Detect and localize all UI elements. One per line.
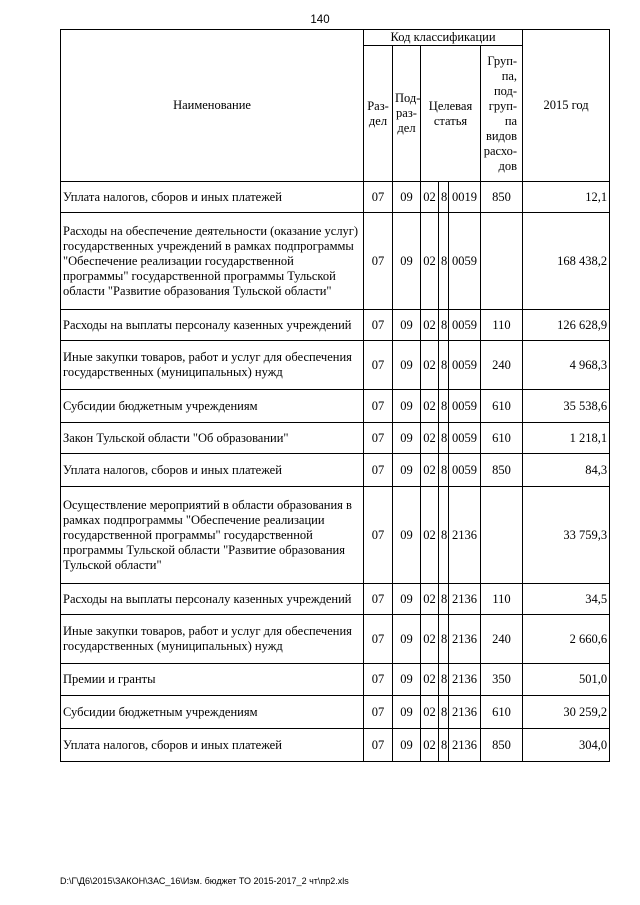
row-amount: 304,0 [523,729,610,762]
row-podrazdel: 09 [393,454,421,487]
row-amount: 2 660,6 [523,615,610,664]
row-name: Иные закупки товаров, работ и услуг для обеспечения государственных (муниципальных) нужд [61,341,364,390]
row-amount: 35 538,6 [523,390,610,423]
row-podrazdel: 09 [393,487,421,584]
row-podrazdel: 09 [393,341,421,390]
header-name: Наименование [61,30,364,182]
header-code-group: Код классификации [364,30,523,46]
row-expense-type: 350 [481,664,523,696]
row-target-direction: 0059 [449,454,481,487]
row-target-direction: 2136 [449,615,481,664]
row-name: Закон Тульской области "Об образовании" [61,423,364,454]
row-target-program: 02 [421,454,439,487]
row-target-subprogram: 8 [439,615,449,664]
row-expense-type [481,213,523,310]
row-expense-type: 610 [481,423,523,454]
row-podrazdel: 09 [393,182,421,213]
row-name: Иные закупки товаров, работ и услуг для обеспечения государственных (муниципальных) нужд [61,615,364,664]
table-row [61,341,610,390]
row-target-subprogram: 8 [439,584,449,615]
header-podrazdel: Под- раз- дел [393,46,421,182]
row-target-subprogram: 8 [439,454,449,487]
row-target-program: 02 [421,664,439,696]
row-expense-type: 110 [481,584,523,615]
row-target-subprogram: 8 [439,664,449,696]
row-razdel: 07 [364,696,393,729]
row-target-direction: 0059 [449,341,481,390]
row-podrazdel: 09 [393,390,421,423]
table-row [61,390,610,423]
row-target-subprogram: 8 [439,696,449,729]
row-amount: 34,5 [523,584,610,615]
row-razdel: 07 [364,584,393,615]
row-podrazdel: 09 [393,696,421,729]
table-row [61,729,610,762]
row-target-subprogram: 8 [439,341,449,390]
header-expense-group: Груп- па, под- груп- па видов расхо- дов [481,46,523,182]
row-razdel: 07 [364,423,393,454]
row-target-program: 02 [421,213,439,310]
row-razdel: 07 [364,454,393,487]
row-expense-type: 850 [481,182,523,213]
row-target-direction: 0019 [449,182,481,213]
table-row [61,487,610,584]
row-amount: 501,0 [523,664,610,696]
table-row [61,664,610,696]
header-razdel: Раз- дел [364,46,393,182]
row-name: Уплата налогов, сборов и иных платежей [61,454,364,487]
row-target-direction: 2136 [449,696,481,729]
row-name: Премии и гранты [61,664,364,696]
row-target-subprogram: 8 [439,310,449,341]
row-target-subprogram: 8 [439,390,449,423]
row-name: Уплата налогов, сборов и иных платежей [61,729,364,762]
row-razdel: 07 [364,729,393,762]
row-razdel: 07 [364,182,393,213]
row-amount: 4 968,3 [523,341,610,390]
row-target-program: 02 [421,584,439,615]
row-target-direction: 2136 [449,487,481,584]
row-expense-type: 610 [481,696,523,729]
table-row [61,696,610,729]
header-target: Целевая статья [421,46,481,182]
row-target-program: 02 [421,729,439,762]
row-amount: 33 759,3 [523,487,610,584]
row-target-direction: 2136 [449,729,481,762]
row-name: Осуществление мероприятий в области образования в рамках подпрограммы "Обеспечение реализации государственной программы" государственной программы Тульской области "Развитие образования Тульской области" [61,487,364,584]
row-target-program: 02 [421,182,439,213]
row-target-program: 02 [421,423,439,454]
row-name: Субсидии бюджетным учреждениям [61,390,364,423]
row-target-direction: 0059 [449,423,481,454]
table-row [61,615,610,664]
table-row [61,454,610,487]
row-podrazdel: 09 [393,584,421,615]
row-razdel: 07 [364,664,393,696]
row-podrazdel: 09 [393,615,421,664]
row-target-program: 02 [421,341,439,390]
row-target-program: 02 [421,487,439,584]
row-target-subprogram: 8 [439,487,449,584]
budget-table [60,29,610,762]
header-year: 2015 год [523,30,610,182]
row-target-subprogram: 8 [439,729,449,762]
row-razdel: 07 [364,487,393,584]
row-amount: 84,3 [523,454,610,487]
table-row [61,213,610,310]
row-expense-type: 850 [481,729,523,762]
row-target-program: 02 [421,390,439,423]
row-target-program: 02 [421,310,439,341]
table-row [61,423,610,454]
row-expense-type: 240 [481,341,523,390]
row-target-program: 02 [421,696,439,729]
row-target-subprogram: 8 [439,423,449,454]
row-razdel: 07 [364,615,393,664]
row-name: Уплата налогов, сборов и иных платежей [61,182,364,213]
row-podrazdel: 09 [393,213,421,310]
row-podrazdel: 09 [393,310,421,341]
row-razdel: 07 [364,390,393,423]
row-amount: 168 438,2 [523,213,610,310]
row-expense-type: 240 [481,615,523,664]
table-row [61,310,610,341]
row-razdel: 07 [364,213,393,310]
row-target-direction: 2136 [449,584,481,615]
row-target-program: 02 [421,615,439,664]
row-name: Расходы на выплаты персоналу казенных учреждений [61,584,364,615]
row-name: Расходы на выплаты персоналу казенных учреждений [61,310,364,341]
table-body [61,182,610,762]
file-path-footer: D:\Г\Д6\2015\ЗАКОН\ЗАС_16\Изм. бюджет ТО 2015-2017_2 чт\пр2.xls [60,876,349,886]
page-number: 140 [310,14,330,26]
row-podrazdel: 09 [393,729,421,762]
row-target-subprogram: 8 [439,182,449,213]
table-row [61,182,610,213]
row-target-direction: 0059 [449,310,481,341]
row-name: Субсидии бюджетным учреждениям [61,696,364,729]
row-amount: 30 259,2 [523,696,610,729]
row-podrazdel: 09 [393,423,421,454]
row-amount: 1 218,1 [523,423,610,454]
row-expense-type: 850 [481,454,523,487]
row-target-direction: 2136 [449,664,481,696]
table-header [61,30,610,182]
row-expense-type: 110 [481,310,523,341]
row-expense-type: 610 [481,390,523,423]
row-expense-type [481,487,523,584]
table-row [61,584,610,615]
row-target-subprogram: 8 [439,213,449,310]
row-target-direction: 0059 [449,213,481,310]
row-podrazdel: 09 [393,664,421,696]
row-razdel: 07 [364,310,393,341]
row-razdel: 07 [364,341,393,390]
row-amount: 126 628,9 [523,310,610,341]
row-amount: 12,1 [523,182,610,213]
row-name: Расходы на обеспечение деятельности (оказание услуг) государственных учреждений в рамках подпрограммы "Обеспечение реализации государственной программы" государственной программы Тульской области "Развитие образования Тульской области" [61,213,364,310]
row-target-direction: 0059 [449,390,481,423]
